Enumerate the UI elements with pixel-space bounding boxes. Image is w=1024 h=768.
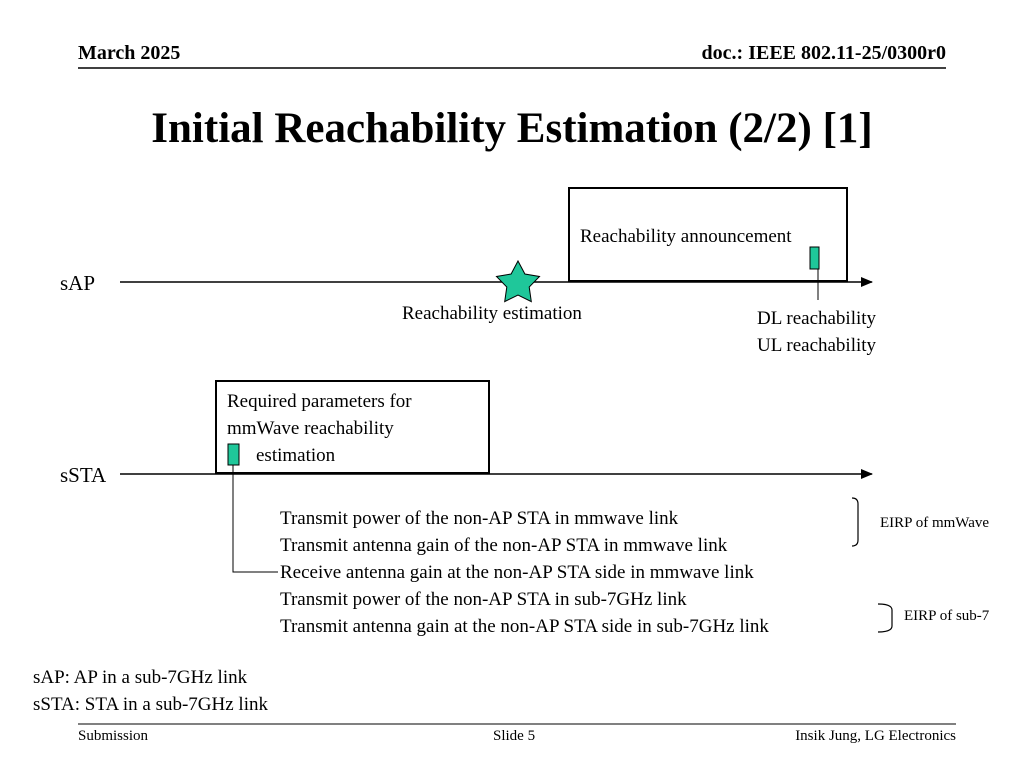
parameter-item: Transmit antenna gain at the non-AP STA side in sub-7GHz link — [280, 616, 769, 637]
parameter-item: Transmit antenna gain of the non-AP STA in mmwave link — [280, 535, 728, 556]
footer-submission: Submission — [78, 728, 149, 744]
parameter-list — [280, 505, 769, 640]
ssta-marker — [228, 444, 239, 465]
legend-sap: sAP: AP in a sub-7GHz link — [33, 667, 248, 688]
eirp-sub7-bracket — [878, 604, 892, 632]
ssta-label: sSTA — [60, 463, 107, 487]
ul-reachability-label: UL reachability — [757, 335, 877, 356]
reachability-announcement-label: Reachability announcement — [580, 226, 792, 247]
reachability-estimation-star — [497, 261, 540, 302]
eirp-mmwave-bracket — [852, 498, 858, 546]
parameter-item: Transmit power of the non-AP STA in sub-7GHz link — [280, 589, 687, 610]
reachability-estimation-label: Reachability estimation — [402, 303, 582, 324]
header-doc-id: doc.: IEEE 802.11-25/0300r0 — [701, 42, 946, 64]
ssta-marker-connector — [233, 465, 278, 572]
footer-slide-number: Slide 5 — [493, 728, 536, 744]
footer-author: Insik Jung, LG Electronics — [795, 728, 956, 744]
eirp-sub7-label: EIRP of sub-7 — [904, 608, 990, 624]
required-params-line-2: mmWave reachability — [227, 418, 394, 439]
header-date: March 2025 — [78, 42, 181, 64]
sap-label: sAP — [60, 271, 96, 295]
slide-title: Initial Reachability Estimation (2/2) [1] — [151, 105, 873, 152]
eirp-mmwave-label: EIRP of mmWave — [880, 515, 990, 531]
parameter-item: Receive antenna gain at the non-AP STA side in mmwave link — [280, 562, 754, 583]
dl-reachability-label: DL reachability — [757, 308, 877, 329]
dl-marker — [810, 247, 819, 269]
required-params-line-1: Required parameters for — [227, 391, 412, 412]
legend-ssta: sSTA: STA in a sub-7GHz link — [33, 694, 268, 715]
required-params-line-3: estimation — [256, 445, 336, 466]
parameter-item: Transmit power of the non-AP STA in mmwave link — [280, 508, 679, 529]
